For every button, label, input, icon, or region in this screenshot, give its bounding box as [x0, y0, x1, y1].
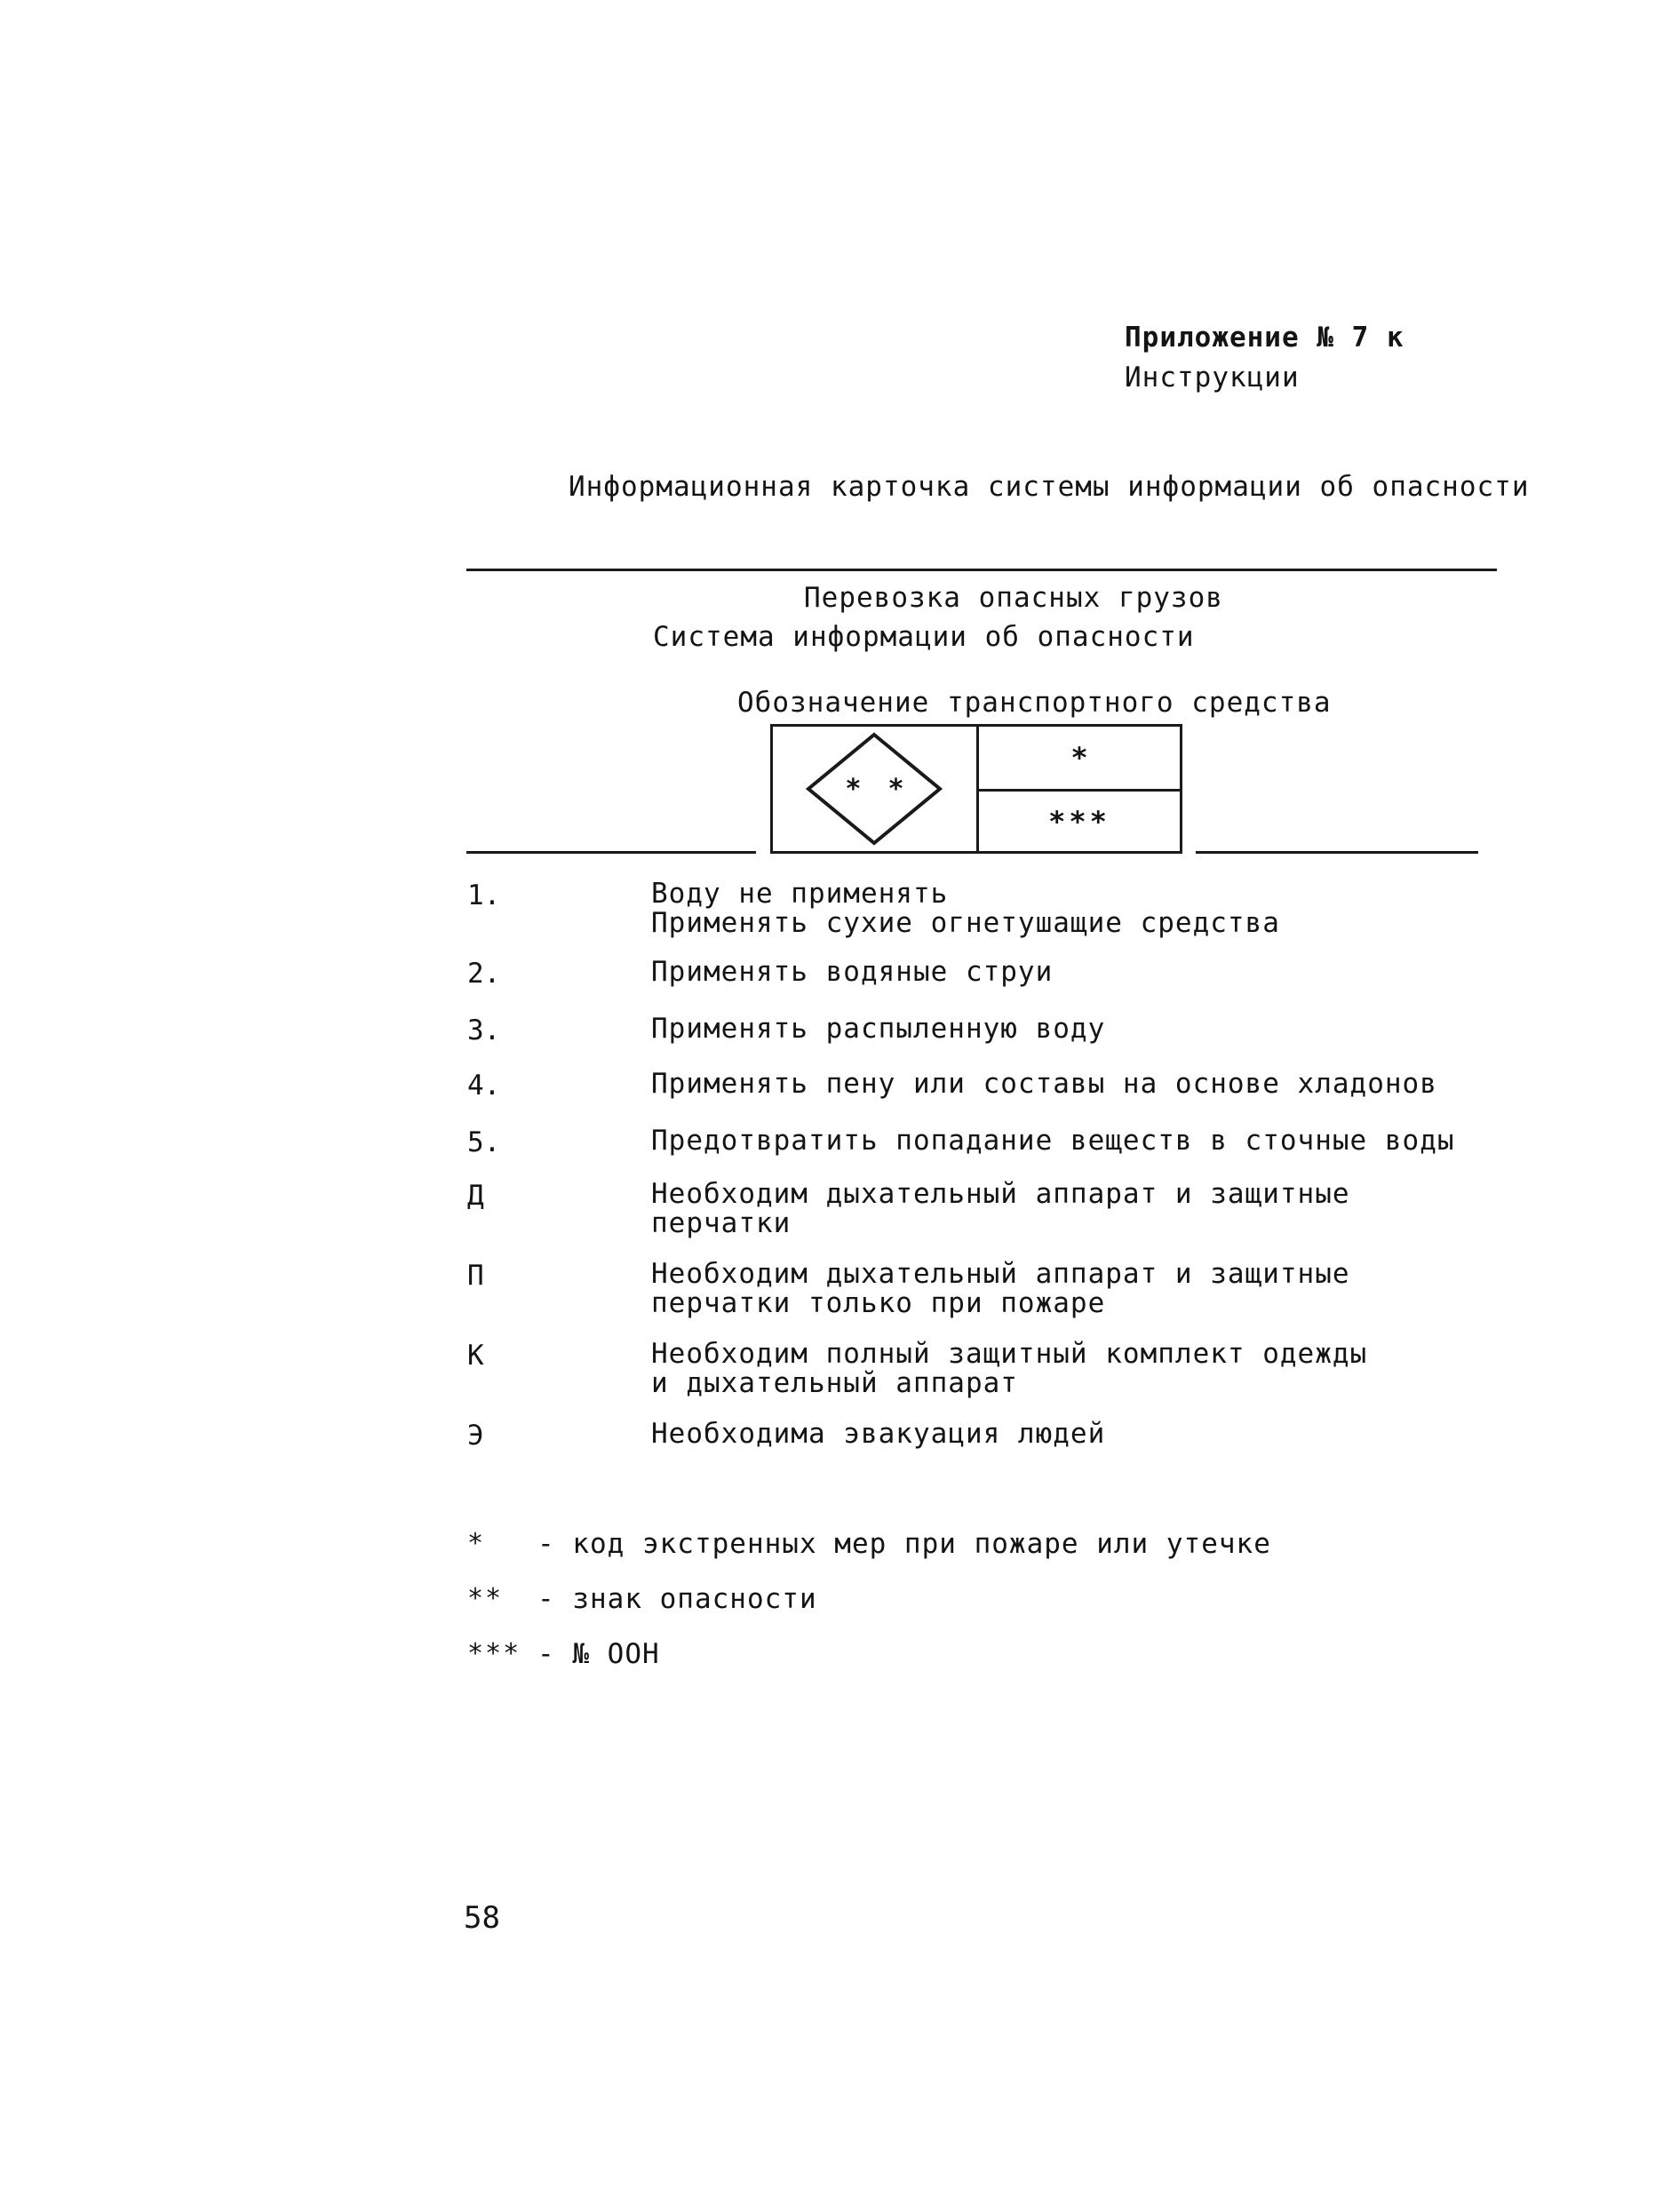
measure-text: Воду не применять Применять сухие огнетушащие средства [651, 878, 1280, 939]
placard-hazard-panel [773, 727, 979, 851]
page-number: 58 [464, 1900, 500, 1936]
measure-text: Применять водяные струи [651, 956, 1054, 988]
measure-code: 3. [467, 1014, 501, 1046]
legend-text: - знак опасности [537, 1583, 817, 1615]
vehicle-placard [770, 724, 1182, 854]
placard-emergency-code: * [979, 727, 1180, 792]
measure-text: Необходима эвакуация людей [651, 1418, 1106, 1450]
measure-code: Э [467, 1420, 484, 1452]
appendix-subtitle: Инструкции [1125, 362, 1300, 394]
bottom-rule-left [466, 851, 756, 854]
measure-code: 5. [467, 1126, 501, 1158]
bottom-rule-right [1196, 851, 1478, 854]
measure-text: Применять пену или составы на основе хладонов [651, 1068, 1437, 1100]
legend-mark: ** [467, 1583, 504, 1614]
legend-text: - код экстренных мер при пожаре или утечке [537, 1528, 1271, 1560]
measure-text: Предотвратить попадание веществ в сточные воды [651, 1125, 1455, 1157]
card-title: Информационная карточка системы информации об опасности [569, 471, 1530, 503]
legend-mark: *** [467, 1638, 521, 1669]
placard-un-number: *** [1048, 804, 1110, 839]
measure-code: 4. [467, 1070, 501, 1102]
legend-text: - № ООН [537, 1638, 660, 1670]
measure-text: Необходим дыхательный аппарат и защитные перчатки только при пожаре [651, 1258, 1350, 1319]
measure-code: П [467, 1260, 484, 1292]
measure-code: 2. [467, 958, 501, 990]
measure-text: Необходим дыхательный аппарат и защитные перчатки [651, 1178, 1350, 1239]
legend-mark: * [467, 1528, 486, 1559]
measure-text: Применять распыленную воду [651, 1013, 1106, 1045]
heading-system: Система информации об опасности [653, 621, 1195, 653]
top-rule [466, 569, 1497, 571]
measure-code: 1. [467, 879, 501, 911]
heading-transport: Перевозка опасных грузов [804, 582, 1223, 614]
measure-text: Необходим полный защитный комплект одежды и дыхательный аппарат [651, 1338, 1368, 1399]
placard-hazard-sign: * * [845, 773, 910, 805]
heading-designation: Обозначение транспортного средства [737, 687, 1332, 719]
measure-code: К [467, 1340, 484, 1372]
appendix-title: Приложение № 7 к [1125, 322, 1404, 354]
measure-code: Д [467, 1180, 484, 1212]
